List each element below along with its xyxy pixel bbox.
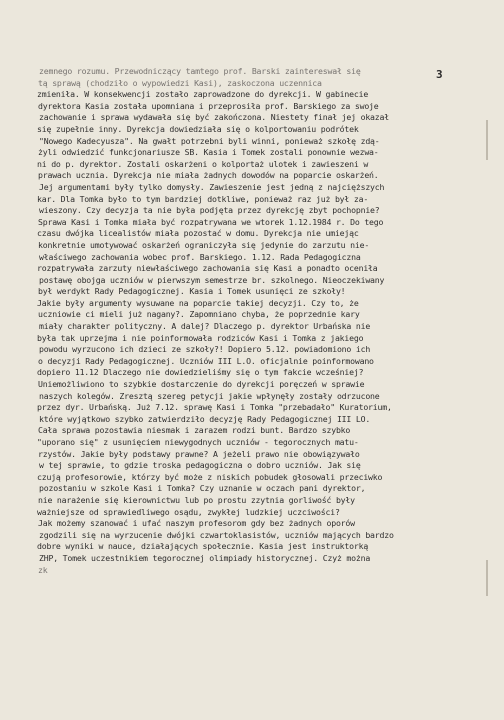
page-edge-mark — [486, 120, 488, 160]
text-line: ZHP, Tomek uczestnikiem tegorocznej olimpiady historycznej. Czyż można — [39, 552, 371, 563]
text-line: była tak uprzejma i nie poinformowała rodziców Kasi i Tomka z jakiego — [37, 332, 364, 343]
text-line: miały charakter polityczny. A dalej? Dlaczego p. dyrektor Urbańska nie — [39, 321, 371, 332]
text-line: zk — [38, 564, 48, 575]
text-line: "uporano się" z usunięciem niewygodnych uczniów - tegorocznych matu- — [37, 437, 359, 447]
text-line: uczniowie ci mieli już nagany?. Zapomniano chyba, że poprzednie kary — [38, 309, 360, 320]
text-line: dopiero 11.12 Dlaczego nie dowiedzieliśmy się o tym fakcie wcześniej? — [37, 367, 364, 378]
page-edge-mark — [486, 560, 488, 596]
text-line: naszych kolegów. Zresztą szereg petycji jakie wpłynęły zostały odrzucone — [39, 390, 380, 401]
text-line: w tej sprawie, to gdzie troska pedagogiczna o dobro uczniów. Jak się — [39, 460, 361, 471]
text-line: nie narażenie się kierownictwu lub po prostu zzytnia gorliwość były — [38, 494, 355, 505]
text-line: prawach ucznia. Dyrekcja nie miała żadnych dowodów na poparcie oskarżeń. — [38, 170, 379, 181]
text-line: Jej argumentami były tylko domysły. Zawieszenie jest jedną z najcięższych — [39, 181, 385, 192]
text-line: kar. Dla Tomka było to tym bardziej dotkliwe, ponieważ raz już był za- — [37, 193, 369, 204]
text-line: zmieniła. W konsekwencji zostało zaprowadzone do dyrekcji. W gabinecie — [37, 89, 369, 100]
text-line: Jakie były argumenty wysuwane na poparcie takiej decyzji. Czy to, że — [37, 297, 359, 308]
text-line: które wyjątkowo szybko zatwierdziło decyzję Rady Pedagogicznej III LO. — [39, 413, 371, 424]
text-line: "Nowego Kadecyusza". Na gwałt potrzebni byli winni, ponieważ szkołę zdą- — [39, 135, 380, 146]
text-line: się zupełnie inny. Dyrekcja dowiedziała się o kolportowaniu podrótek — [37, 123, 359, 134]
text-line: dobre wyniki w nauce, działających społecznie. Kasia jest instruktorką — [37, 541, 369, 552]
typed-text-body — [38, 66, 486, 576]
text-line: o decyzji Rady Pedagogicznej. Uczniów III L.O. oficjalnie poinformowano — [38, 355, 374, 366]
page-number: 3 — [436, 68, 443, 81]
text-line: ważniejsze od sprawiedliwego osądu, zwykłej ludzkiej uczciwości? — [37, 506, 340, 517]
text-line: Uniemożliwiono to szybkie dostarczenie do dyrekcji poręczeń w sprawie — [38, 379, 365, 390]
text-line: przez dyr. Urbańską. Już 7.12. sprawę Kasi i Tomka "przebadało" Kuratorium, — [37, 402, 392, 413]
text-line: czują profesorowie, którzy być może z niskich pobudek głosowali przeciwko — [37, 471, 383, 482]
text-line: Cała sprawa pozostawia niesmak i zarazem rodzi bunt. Bardzo szybko — [38, 425, 351, 436]
text-line: powodu wyrzucono ich dzieci ze szkoły?! Dopiero 5.12. powiadomiono ich — [39, 344, 371, 355]
text-line: tą sprawą (chodziło o wypowiedzi Kasi), zaskoczona uczennica — [38, 77, 322, 88]
text-line: żyli odwiedzić funkcjonariusze SB. Kasia i Tomek zostali ponownie wezwa- — [38, 147, 379, 158]
text-line: Sprawa Kasi i Tomka miała być rozpatrywana we wtorek 1.12.1984 r. Do tego — [38, 216, 384, 227]
text-line: konkretnie umotywować oskarżeń ograniczyła się jedynie do zarzutu nie- — [38, 239, 370, 250]
text-line: zachowanie i sprawa wydawała się być zakończona. Niestety finał jej okazał — [39, 112, 389, 123]
text-line: czasu dwójka licealistów miała pozostać w domu. Dyrekcja nie umiejąc — [37, 228, 359, 239]
text-line: zgodzili się na wyrzucenie dwójki czwartoklasistów, uczniów mających bardzo — [39, 529, 394, 540]
text-line: dyrektora Kasia została upomniana i przeprosiła prof. Barskiego za swoje — [38, 100, 379, 111]
text-line: Jak możemy szanować i ufać naszym profesorom gdy bez żadnych oporów — [38, 518, 355, 529]
text-line: pozostaniu w szkole Kasi i Tomka? Czy uznanie w oczach pani dyrektor, — [39, 483, 366, 494]
text-line: wieszony. Czy decyzja ta nie była podjęta przez dyrekcję zbyt pochopnie? — [39, 205, 380, 216]
text-line: był werdykt Rady Pedagogicznej. Kasia i Tomek usunięci ze szkoły! — [38, 286, 346, 297]
text-line: rzystów. Jakie były podstawy prawne? A jeżeli prawo nie obowiązywało — [38, 448, 360, 459]
text-line: ni do p. dyrektor. Zostali oskarżeni o kolportaż ulotek i zawieszeni w — [37, 158, 369, 169]
text-line: zemnego rozumu. Przewodniczący tamtego prof. Barski zaintereswał się — [39, 66, 361, 76]
text-line: właściwego zachowania wobec prof. Barskiego. 1.12. Rada Pedagogiczna — [39, 251, 361, 262]
text-line: postawę obojga uczniów w pierwszym semestrze br. szkolnego. Nieoczekiwany — [39, 274, 385, 285]
text-line: rozpatrywała zarzuty niewłaściwego zachowania się Kasi a ponadto oceniła — [37, 263, 378, 274]
